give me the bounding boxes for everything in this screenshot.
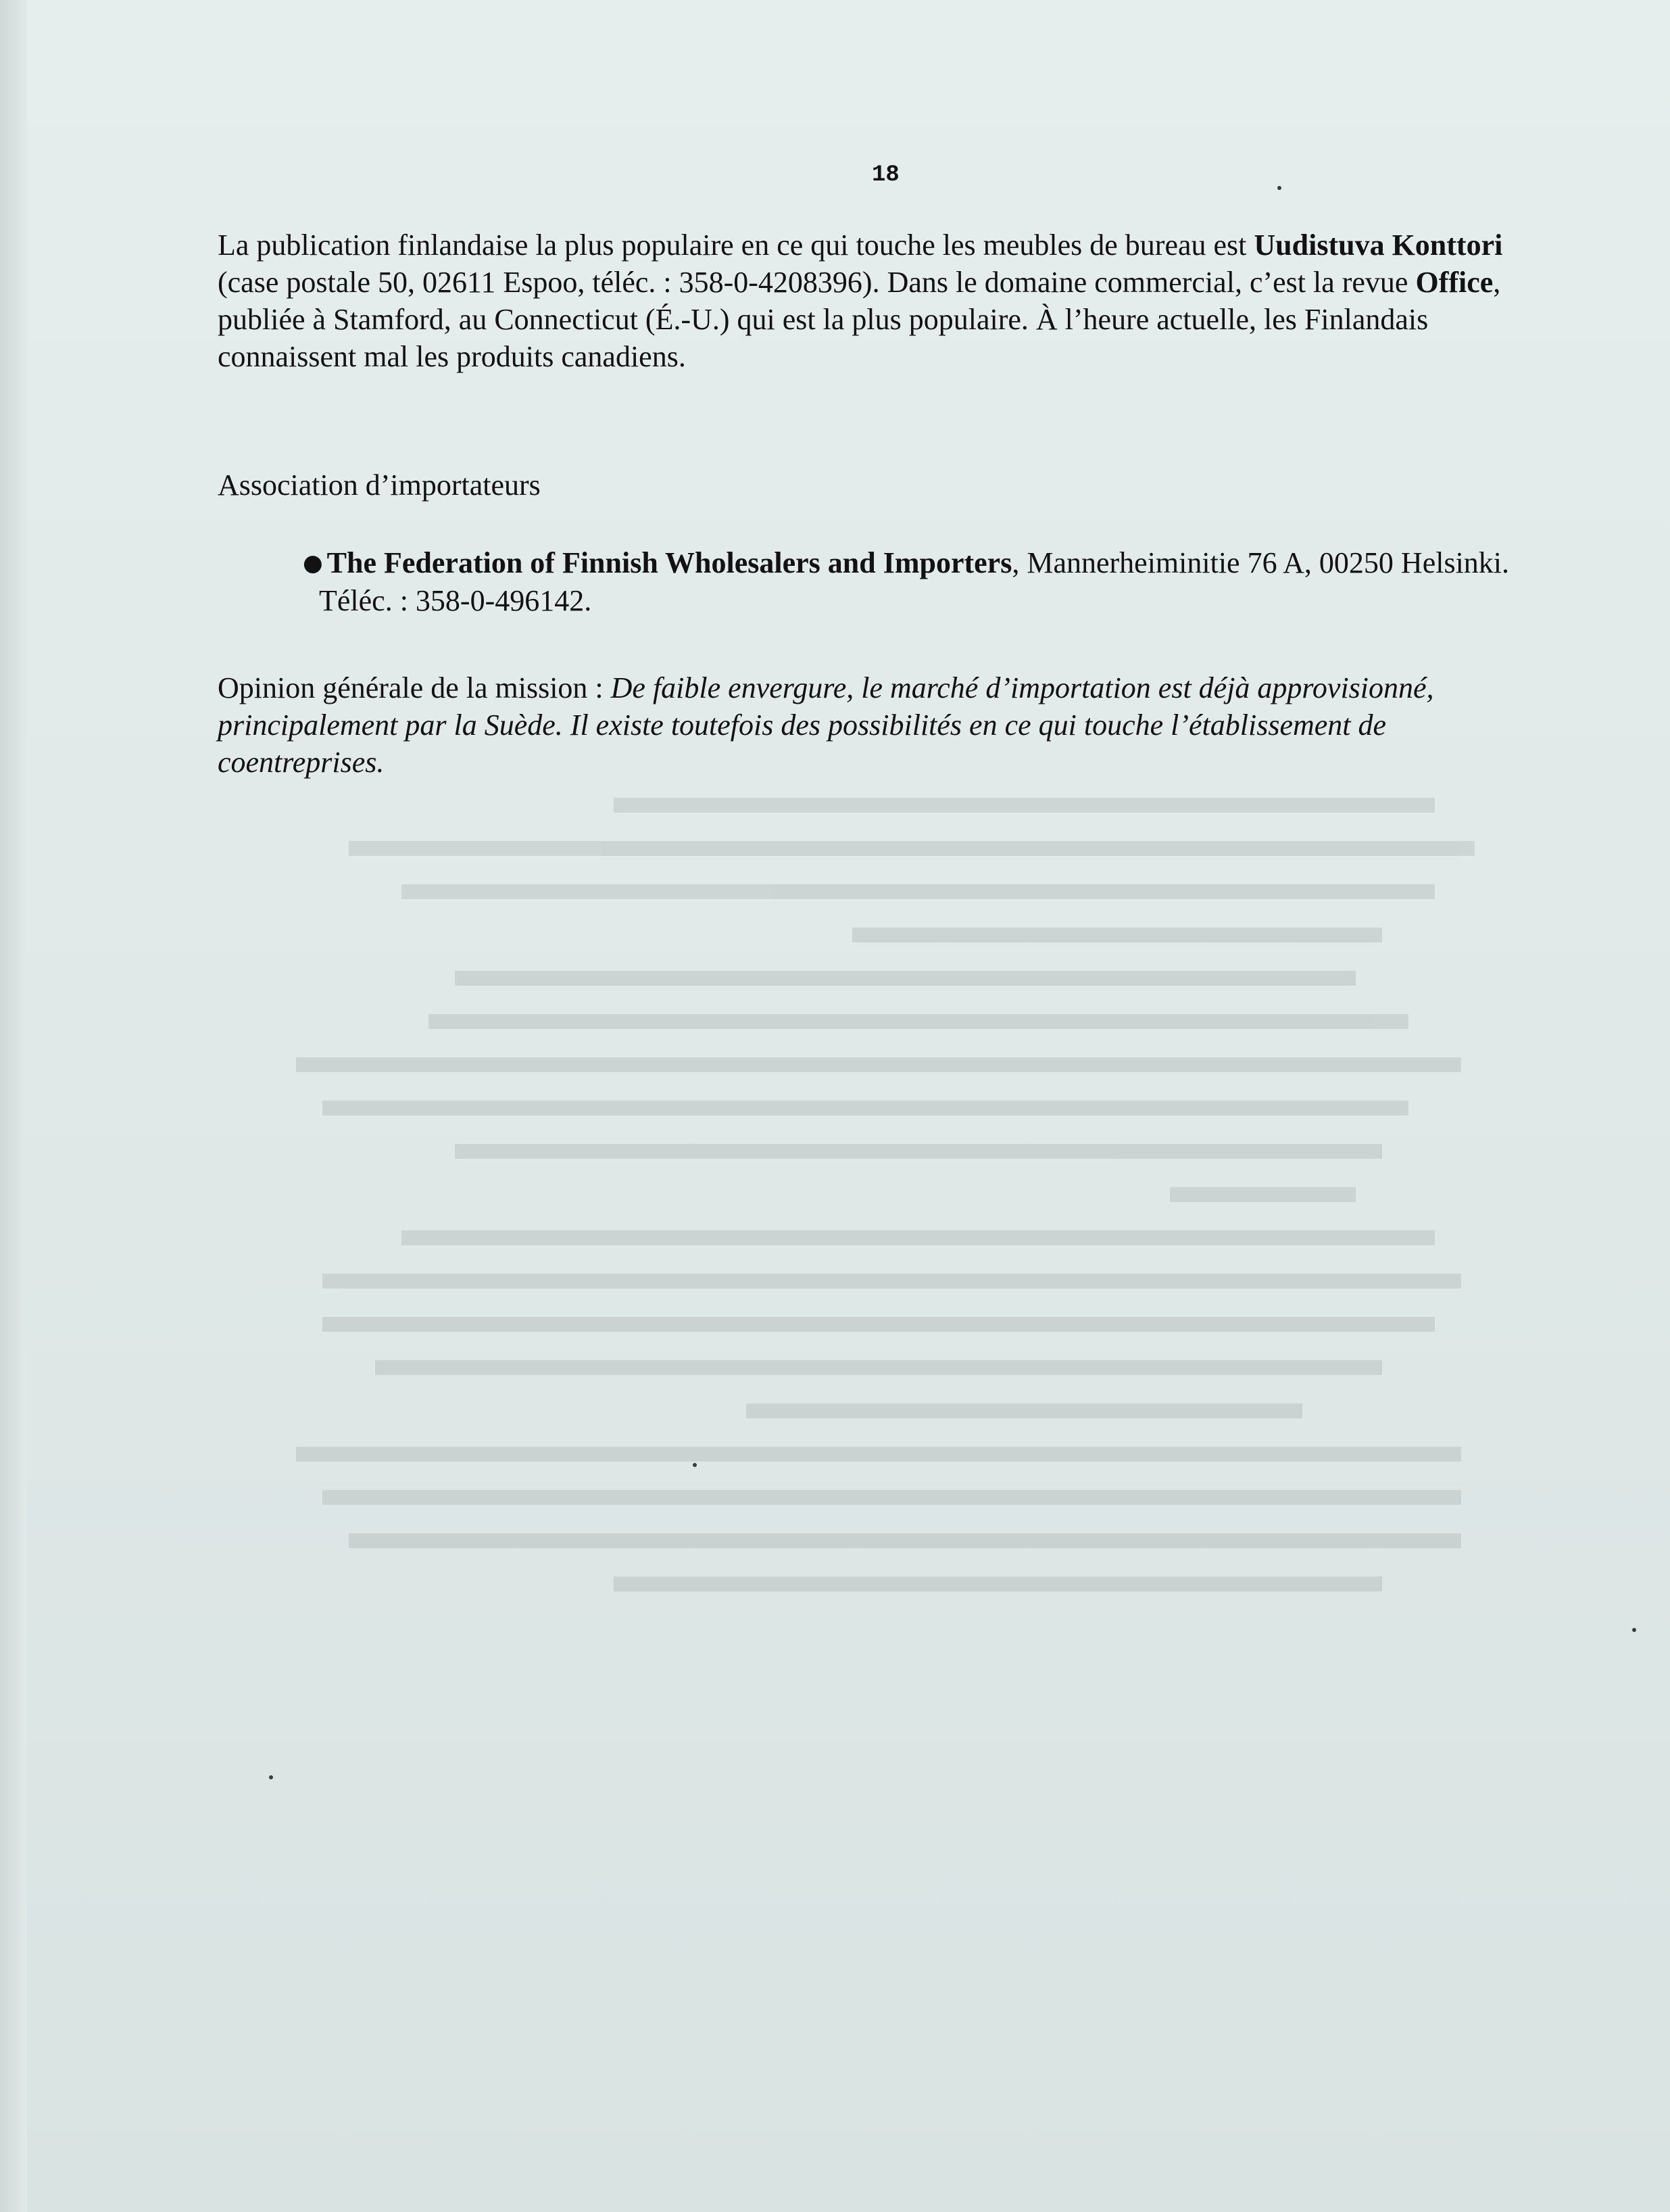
para1-text-b: (case postale 50, 02611 Espoo, téléc. : 358-0-4208396). Dans le domaine commercial, c’est la revue [218,266,1416,299]
paper-speck [269,1775,273,1779]
federation-address: , Mannerheiminitie 76 A, 00250 Helsinki. Téléc. : 358-0-496142. [319,546,1510,617]
para1-text-c: , publiée à Stamford, au Connecticut (É.-U.) qui est la plus populaire. À l’heure actuelle, les Finlandais connaissent mal les produits canadiens. [218,266,1501,373]
page-fold-shadow [0,0,27,2212]
para1-text-a: La publication finlandaise la plus populaire en ce qui touche les meubles de bureau est [218,229,1254,262]
paragraph-publications [218,226,1529,375]
bullet-icon: ● [303,550,323,577]
page-number: 18 [872,162,900,188]
paper-speck [693,1463,697,1467]
show-through-texture [216,798,1541,2082]
para1-bold-office: Office [1415,266,1494,299]
para1-bold-uudistuva: Uudistuva Konttori [1254,229,1503,262]
federation-entry [303,544,1536,619]
federation-name: The Federation of Finnish Wholesalers and Importers [326,546,1012,579]
opinion-text: De faible envergure, le marché d’importation est déjà approvisionné, principalement par la Suède. Il existe toutefois des possibilités en ce qui touche l’établissement de coentreprises. [218,671,1434,779]
paper-speck [1632,1628,1636,1632]
association-heading: Association d’importateurs [218,468,541,502]
paper-speck [1277,186,1281,190]
opinion-label: Opinion générale de la mission : [218,671,611,704]
mission-opinion [218,669,1529,781]
